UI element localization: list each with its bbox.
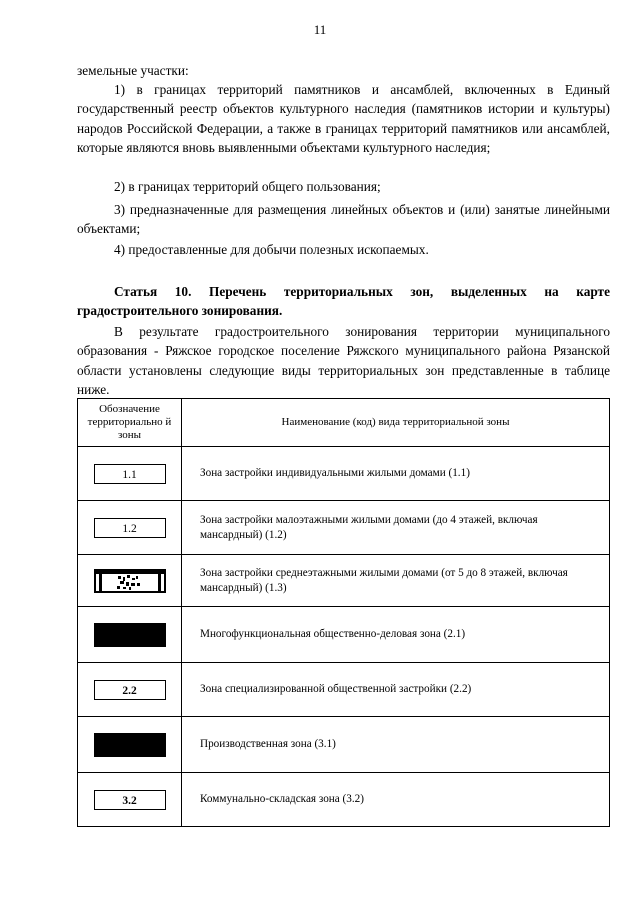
zone-name: Зона застройки среднеэтажными жилыми домами (от 5 до 8 этажей, включая мансардный) (1.3) — [182, 555, 610, 607]
zone-name: Коммунально-складская зона (3.2) — [182, 773, 610, 827]
zone-symbol-cell — [78, 717, 182, 773]
zone-name: Многофункциональная общественно-деловая зона (2.1) — [182, 607, 610, 663]
zone-symbol-cell — [78, 663, 182, 717]
table-header-row — [78, 399, 610, 447]
zone-symbol-1-1: 1.1 — [94, 464, 166, 484]
zone-symbol-2-2: 2.2 — [94, 680, 166, 700]
zone-symbol-cell — [78, 773, 182, 827]
list-item-1: 1) в границах территорий памятников и ансамблей, включенных в Единый государственный реестр объектов культурного наследия (памятников истории и культуры) народов Российской Федерации, а также в границах территорий памятников или ансамблей, которые являются вновь выявленными объектами культурного наследия; — [77, 82, 610, 155]
zone-symbol-2-1-fill — [94, 623, 166, 647]
zone-name: Зона специализированной общественной застройки (2.2) — [182, 663, 610, 717]
list-item-2: 2) в границах территорий общего пользования; — [114, 179, 381, 194]
list-item-4: 4) предоставленные для добычи полезных ископаемых. — [114, 242, 429, 257]
zone-symbol-cell — [78, 555, 182, 607]
table-row — [78, 555, 610, 607]
header-name: Наименование (код) вида территориальной зоны — [182, 399, 610, 447]
page-number: 11 — [313, 22, 327, 37]
zone-symbol-cell — [78, 607, 182, 663]
table-row — [78, 607, 610, 663]
zone-symbol-3-1-fill — [94, 733, 166, 757]
header-symbol: Обозначение территориально й зоны — [78, 399, 182, 447]
zone-symbol-3-2: 3.2 — [94, 790, 166, 810]
table-row — [78, 663, 610, 717]
zone-symbol-1-3-pattern — [94, 569, 166, 593]
zone-symbol-cell — [78, 447, 182, 501]
article-intro: В результате градостроительного зонирования территории муниципального образования - Ряжское городское поселение Ряжского муниципального района Рязанской области установлены следующие виды территориальных зон представленные в таблице ниже. — [77, 324, 610, 397]
list-item-3: 3) предназначенные для размещения линейных объектов и (или) занятые линейными объектами; — [77, 202, 610, 237]
zone-symbol-1-2: 1.2 — [94, 518, 166, 538]
table-row — [78, 773, 610, 827]
table-row — [78, 447, 610, 501]
article-heading: Статья 10. Перечень территориальных зон, выделенных на карте градостроительного зонирования. — [77, 284, 610, 319]
hatch-pattern-icon — [96, 571, 164, 591]
table-row — [78, 717, 610, 773]
zones-table — [77, 398, 610, 827]
zone-name: Зона застройки индивидуальными жилыми домами (1.1) — [182, 447, 610, 501]
body-lead-line: земельные участки: — [77, 63, 189, 78]
zone-name: Производственная зона (3.1) — [182, 717, 610, 773]
zone-symbol-cell — [78, 501, 182, 555]
table-row — [78, 501, 610, 555]
zone-name: Зона застройки малоэтажными жилыми домами (до 4 этажей, включая мансардный) (1.2) — [182, 501, 610, 555]
